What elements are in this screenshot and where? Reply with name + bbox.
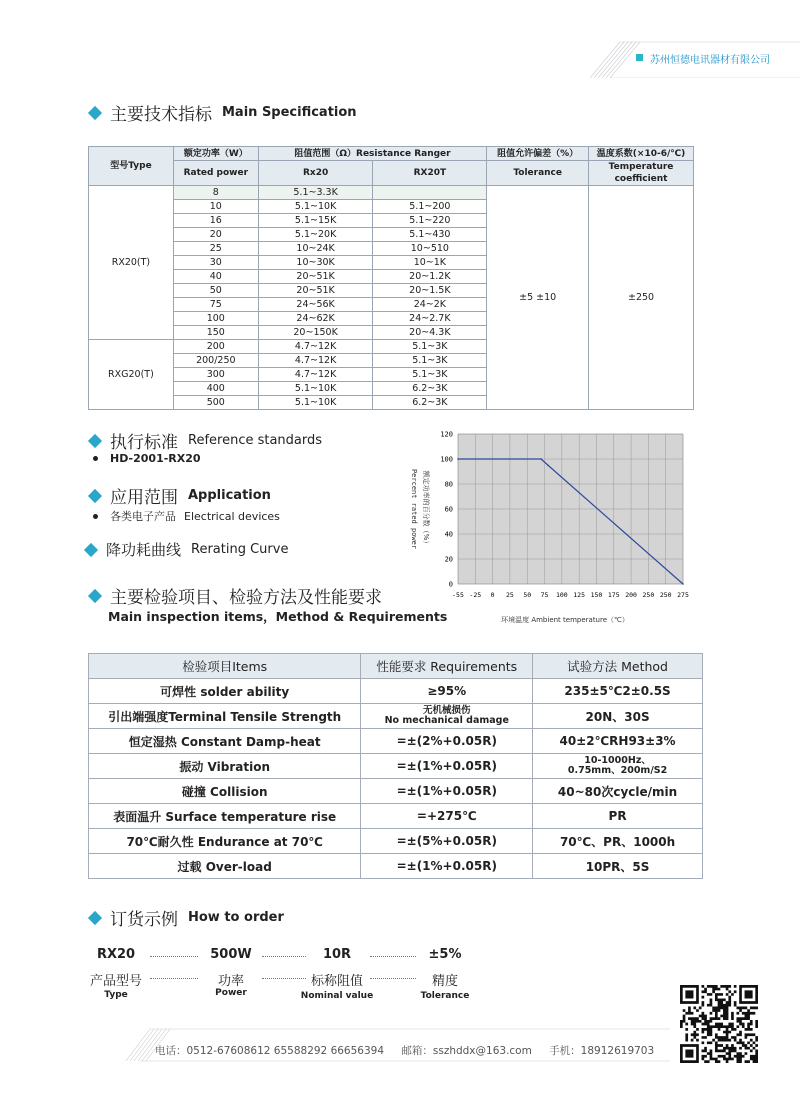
spec-header-rx20: Rx20 — [258, 161, 373, 186]
table-row — [89, 186, 694, 200]
x-axis-label: 环境温度 Ambient temperature（℃） — [501, 616, 629, 624]
spec-header-range: 阻值范围（Ω）Resistance Ranger — [258, 147, 487, 161]
application-item-zh: 各类电子产品 — [110, 510, 176, 523]
x-tick-label: 50 — [523, 591, 532, 599]
diamond-bullet-icon — [88, 588, 102, 602]
order-connector — [150, 956, 198, 957]
spec-rx20-cell: 20~51K — [258, 270, 373, 284]
spec-rx20-cell: 5.1~20K — [258, 228, 373, 242]
spec-rx20t-cell: 10~1K — [373, 256, 487, 270]
spec-power-cell: 200 — [173, 340, 258, 354]
section-title-en: Rerating Curve — [191, 542, 289, 557]
diamond-bullet-icon — [88, 910, 102, 924]
spec-rx20-cell: 4.7~12K — [258, 340, 373, 354]
spec-power-cell: 300 — [173, 368, 258, 382]
inspection-method: 40±2℃RH93±3% — [533, 729, 703, 754]
spec-rx20-cell: 4.7~12K — [258, 354, 373, 368]
order-label-power-en: Power — [215, 988, 247, 998]
spec-rx20-cell: 5.1~10K — [258, 396, 373, 410]
y-tick-labels — [440, 431, 453, 589]
y-tick-label: 60 — [444, 505, 453, 514]
data-point — [547, 464, 549, 466]
inspection-table — [88, 653, 703, 879]
inspection-requirement: =+275℃ — [361, 804, 533, 829]
inspection-item: 碰撞 Collision — [89, 779, 361, 804]
x-tick-label: 125 — [573, 591, 586, 599]
spec-header-rx20t: RX20T — [373, 161, 487, 186]
table-row — [89, 754, 703, 779]
spec-header-temp-en: Temperature coefficient — [589, 161, 694, 186]
order-code-tolerance: ±5% — [428, 947, 462, 962]
x-tick-label: 75 — [540, 591, 549, 599]
spec-rx20-cell: 10~30K — [258, 256, 373, 270]
x-tick-label: -25 — [469, 591, 482, 599]
inspection-item: 恒定湿热 Constant Damp-heat — [89, 729, 361, 754]
order-connector — [370, 978, 416, 979]
table-row — [89, 829, 703, 854]
order-label-power-zh: 功率 — [217, 974, 244, 989]
y-axis-label-en: Percent rated power — [410, 468, 418, 550]
spec-power-cell: 30 — [173, 256, 258, 270]
spec-rx20t-cell: 5.1~3K — [373, 354, 487, 368]
qr-code-icon — [680, 985, 758, 1063]
order-label-value-en: Nominal value — [300, 991, 374, 1001]
order-connector — [262, 956, 306, 957]
section-main-specification — [90, 100, 357, 125]
footer-email: 邮箱：sszhddx@163.com — [401, 1045, 532, 1057]
bullet-dot-icon — [93, 456, 98, 461]
spec-temp-coef-cell: ±250 — [589, 186, 694, 410]
y-tick-label: 40 — [444, 530, 453, 539]
section-title-en: Application — [188, 488, 271, 503]
order-label-value-zh: 标称阻值 — [310, 974, 363, 989]
header-accent-square — [636, 54, 643, 61]
section-title-zh: 主要检验项目、检验方法及性能要求 — [110, 588, 382, 608]
diamond-bullet-icon — [88, 433, 102, 447]
standard-item — [93, 452, 201, 465]
spec-rx20-cell: 4.7~12K — [258, 368, 373, 382]
spec-rx20t-cell: 5.1~220 — [373, 214, 487, 228]
inspection-requirement: =±(1%+0.05R) — [361, 754, 533, 779]
spec-table — [88, 146, 694, 410]
spec-rx20-cell: 5.1~3.3K — [258, 186, 373, 200]
section-title-en: Reference standards — [188, 433, 323, 448]
x-tick-label: 25 — [506, 591, 514, 599]
spec-rx20t-cell: 10~510 — [373, 242, 487, 256]
data-point — [682, 583, 684, 585]
inspection-header-method: 试验方法 Method — [533, 654, 703, 679]
x-tick-label: 250 — [642, 591, 655, 599]
spec-header-model: 型号Type — [89, 147, 174, 186]
spec-rx20-cell: 24~62K — [258, 312, 373, 326]
x-tick-label: 275 — [677, 591, 689, 599]
section-rerating-curve — [86, 539, 288, 560]
y-tick-label: 100 — [440, 455, 453, 464]
application-item — [93, 508, 280, 524]
x-tick-label: 100 — [555, 591, 568, 599]
data-point — [457, 458, 459, 460]
order-connector — [370, 956, 416, 957]
inspection-item: 引出端强度Terminal Tensile Strength — [89, 704, 361, 729]
table-row — [89, 779, 703, 804]
table-row — [89, 729, 703, 754]
section-reference-standards — [90, 428, 322, 453]
spec-rx20-cell: 20~51K — [258, 284, 373, 298]
order-label-type-en: Type — [104, 990, 128, 1000]
inspection-header-items: 检验项目Items — [89, 654, 361, 679]
spec-rx20t-cell: 5.1~3K — [373, 368, 487, 382]
y-tick-label: 120 — [440, 430, 453, 439]
inspection-method-line2: 0.75mm、200m/S2 — [567, 765, 668, 776]
x-tick-label: 0 — [490, 591, 495, 599]
section-title-en: Main Specification — [222, 105, 357, 120]
y-tick-label: 20 — [444, 555, 453, 564]
order-connector — [262, 978, 306, 979]
spec-power-cell: 16 — [173, 214, 258, 228]
spec-power-cell: 400 — [173, 382, 258, 396]
inspection-requirement: ≥95% — [361, 679, 533, 704]
spec-power-cell: 20 — [173, 228, 258, 242]
spec-rx20t-cell: 20~4.3K — [373, 326, 487, 340]
section-title-zh: 降功耗曲线 — [106, 541, 182, 559]
inspection-method-line1: 10-1000Hz、 — [584, 755, 651, 766]
spec-power-cell: 500 — [173, 396, 258, 410]
spec-header-power-zh: 额定功率（W） — [173, 147, 258, 161]
data-point — [540, 458, 542, 460]
y-tick-label: 80 — [444, 480, 453, 489]
derating-chart — [400, 424, 700, 630]
inspection-item: 70℃耐久性 Endurance at 70℃ — [89, 829, 361, 854]
spec-power-cell: 25 — [173, 242, 258, 256]
section-inspection-en: Main inspection items，Method & Requirements — [108, 609, 448, 624]
table-row — [89, 679, 703, 704]
table-row — [89, 804, 703, 829]
spec-power-cell: 100 — [173, 312, 258, 326]
spec-rx20t-cell: 5.1~430 — [373, 228, 487, 242]
inspection-requirement-zh: 无机械损伤 — [423, 705, 471, 716]
spec-rx20-cell: 5.1~10K — [258, 382, 373, 396]
spec-power-cell: 200/250 — [173, 354, 258, 368]
section-title-zh: 应用范围 — [110, 488, 178, 508]
table-row — [89, 854, 703, 879]
diamond-bullet-icon — [84, 542, 98, 556]
spec-header-power-en: Rated power — [173, 161, 258, 186]
spec-rx20t-cell: 5.1~3K — [373, 340, 487, 354]
inspection-header-requirements: 性能要求 Requirements — [361, 654, 533, 679]
section-how-to-order — [90, 905, 284, 930]
inspection-requirement-en: No mechanical damage — [384, 715, 509, 726]
order-connector — [150, 978, 198, 979]
inspection-requirement: =±(2%+0.05R) — [361, 729, 533, 754]
spec-power-cell: 75 — [173, 298, 258, 312]
section-inspection — [90, 583, 392, 608]
inspection-requirement: =±(1%+0.05R) — [361, 779, 533, 804]
footer-mobile: 手机：18912619703 — [549, 1045, 655, 1057]
inspection-method: 20N、30S — [533, 704, 703, 729]
spec-power-cell: 10 — [173, 200, 258, 214]
section-title-zh: 执行标准 — [110, 433, 178, 453]
inspection-item: 过载 Over-load — [89, 854, 361, 879]
spec-rx20t-cell: 6.2~3K — [373, 396, 487, 410]
spec-rx20-cell: 20~150K — [258, 326, 373, 340]
x-tick-label: 200 — [625, 591, 637, 599]
footer-phone: 电话：0512-67608612 65588292 66656394 — [155, 1045, 385, 1057]
spec-rx20t-cell: 20~1.2K — [373, 270, 487, 284]
inspection-item: 振动 Vibration — [89, 754, 361, 779]
inspection-method: 10PR、5S — [533, 854, 703, 879]
application-item-en: Electrical devices — [184, 509, 280, 523]
spec-rx20t-cell: 20~1.5K — [373, 284, 487, 298]
spec-tolerance-cell: ±5 ±10 — [487, 186, 589, 410]
company-name: 苏州恒德电讯器材有限公司 — [650, 55, 770, 66]
order-code-type: RX20 — [96, 947, 136, 962]
spec-header-tolerance-en: Tolerance — [487, 161, 589, 186]
spec-header-tolerance-zh: 阻值允许偏差（%） — [487, 147, 589, 161]
section-title-zh: 订货示例 — [110, 910, 178, 930]
inspection-item: 表面温升 Surface temperature rise — [89, 804, 361, 829]
y-tick-label: 0 — [448, 580, 453, 589]
spec-rx20t-cell: 6.2~3K — [373, 382, 487, 396]
diamond-bullet-icon — [88, 488, 102, 502]
inspection-requirement: =±(1%+0.05R) — [361, 854, 533, 879]
x-tick-label: 150 — [590, 591, 603, 599]
spec-rx20t-cell — [373, 186, 487, 200]
bullet-dot-icon — [93, 514, 98, 519]
x-tick-label: 250 — [659, 591, 672, 599]
x-tick-labels — [452, 591, 689, 599]
spec-rx20t-cell: 24~2.7K — [373, 312, 487, 326]
inspection-method: 70℃、PR、1000h — [533, 829, 703, 854]
spec-model-cell: RX20(T) — [89, 186, 174, 340]
spec-power-cell: 50 — [173, 284, 258, 298]
standard-code: HD-2001-RX20 — [110, 452, 201, 465]
inspection-method: 235±5℃2±0.5S — [533, 679, 703, 704]
section-title-en: How to order — [188, 910, 284, 925]
x-tick-label: -55 — [452, 591, 464, 599]
inspection-method: PR — [533, 804, 703, 829]
spec-power-cell: 150 — [173, 326, 258, 340]
x-tick-label: 175 — [607, 591, 620, 599]
order-label-tolerance-en: Tolerance — [420, 991, 470, 1001]
spec-rx20-cell: 5.1~10K — [258, 200, 373, 214]
spec-rx20-cell: 24~56K — [258, 298, 373, 312]
y-axis-label-zh: 额定功率的百分数（%） — [422, 470, 430, 548]
spec-rx20-cell: 10~24K — [258, 242, 373, 256]
order-code-value: 10R — [322, 947, 352, 962]
spec-rx20-cell: 5.1~15K — [258, 214, 373, 228]
table-row — [89, 704, 703, 729]
order-code-power: 500W — [210, 947, 252, 962]
spec-model-cell: RXG20(T) — [89, 340, 174, 410]
spec-power-cell: 8 — [173, 186, 258, 200]
inspection-method: 40~80次cycle/min — [533, 779, 703, 804]
inspection-item: 可焊性 solder ability — [89, 679, 361, 704]
order-label-tolerance-zh: 精度 — [431, 974, 458, 989]
inspection-requirement: =±(5%+0.05R) — [361, 829, 533, 854]
spec-rx20t-cell: 5.1~200 — [373, 200, 487, 214]
diamond-bullet-icon — [88, 105, 102, 119]
footer-contact — [155, 1043, 654, 1058]
section-application — [90, 483, 271, 508]
spec-rx20t-cell: 24~2K — [373, 298, 487, 312]
order-label-type-zh: 产品型号 — [89, 974, 142, 989]
spec-header-temp-zh: 温度系数(×10-6/℃) — [589, 147, 694, 161]
section-title-zh: 主要技术指标 — [110, 105, 212, 125]
spec-power-cell: 40 — [173, 270, 258, 284]
